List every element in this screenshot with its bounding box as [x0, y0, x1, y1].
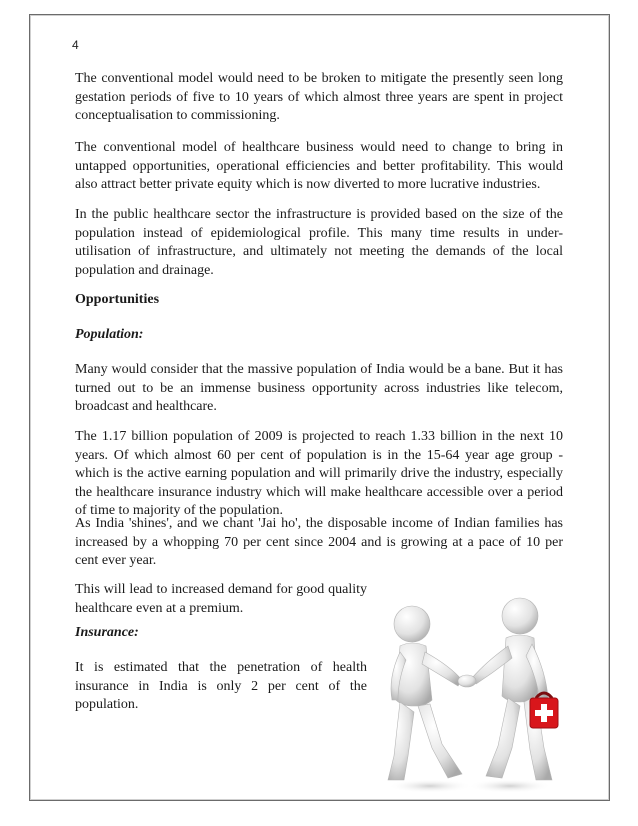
right-figure: [472, 598, 552, 780]
paragraph-insurance: It is estimated that the penetration of health insurance in India is only 2 per cent of the population.: [75, 660, 367, 712]
paragraph-conventional-model: The conventional model would need to be broken to mitigate the presently seen long gestation periods of five to 10 years of which almost three years are spent in project conceptualisation to commissioning.: [75, 71, 563, 123]
page-number: 4: [72, 38, 79, 52]
paragraph-healthcare-business: The conventional model of healthcare business would need to change to bring in untapped opportunities, operational efficiencies and better profitability. This would also attract better private equity which is now diverted to more lucrative industries.: [75, 140, 563, 192]
subheading-population: Population:: [75, 327, 144, 342]
paragraph-disposable-income: As India 'shines', and we chant 'Jai ho', the disposable income of Indian families has increased by a whopping 70 per cent since 2004 and is growing at a pace of 10 per cent ever year.: [75, 516, 563, 568]
handshake: [458, 675, 476, 687]
paragraph-population-bane: Many would consider that the massive population of India would be a bane. But it has turned out to be an immense business opportunity across industries like telecom, broadcast and healthcare.: [75, 362, 563, 414]
paragraph-public-sector: In the public healthcare sector the infrastructure is provided based on the size of the population instead of epidemiological profile. This many time results in under-utilisation of infrastructure, and ultimately not meeting the demands of the local population and drainage.: [75, 207, 563, 278]
handshake-doctor-figures-icon: [370, 588, 570, 798]
paragraph-population-projection: The 1.17 billion population of 2009 is projected to reach 1.33 billion in the next 10 years. Of which almost 60 per cent of population is in the 15-64 year age group - which is the active earning population and will primarily drive the industry, especially the healthcare insurance industry which will make healthcare accessible over a period of time to majority of the population.: [75, 429, 563, 518]
subheading-insurance: Insurance:: [75, 625, 139, 640]
medkit-icon: [530, 693, 558, 728]
paragraph-demand: This will lead to increased demand for good quality healthcare even at a premium.: [75, 582, 367, 616]
left-figure: [388, 606, 462, 780]
heading-opportunities: Opportunities: [75, 292, 160, 307]
